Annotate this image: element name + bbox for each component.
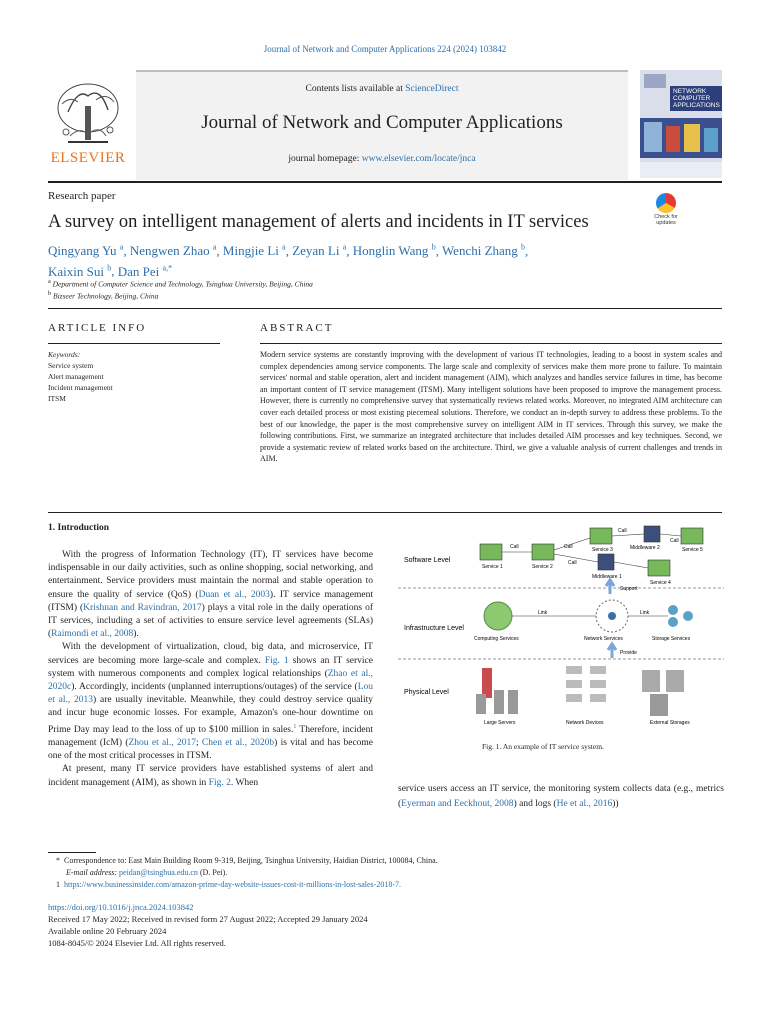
article-info-rule	[48, 343, 220, 344]
author-list: Qingyang Yu $^a$, Nengwen Zhao $^a$, Mingjie Li $^a$, Zeyan Li $^a$, Honglin Wang $^b$, Wenchi Zhang $^b$, Kaixin Sui $^b$, Dan Pei $^{a,*}$	[48, 243, 529, 279]
copyright: 1084-8045/© 2024 Elsevier Ltd. All rights reserved.	[48, 938, 226, 948]
author-name[interactable]: Nengwen Zhao $^a$	[129, 243, 217, 259]
provide-label: Provide	[620, 650, 637, 656]
citation-link[interactable]: He et al., 2016	[556, 799, 613, 809]
journal-homepage	[136, 154, 628, 164]
provide-arrow	[608, 644, 616, 658]
keywords-heading: Keywords:	[48, 350, 81, 359]
check-updates-label: Check for updates	[654, 214, 678, 226]
citation-link[interactable]: Duan et al., 2003	[198, 589, 270, 600]
infra-label: Computing Services	[474, 636, 519, 642]
citation-link[interactable]: Zhao et al., 2020c	[48, 668, 373, 693]
keyword: Incident management	[48, 383, 113, 392]
doi-link	[48, 902, 194, 914]
email-footnote: E-mail address: peidan@tsinghua.edu.cn (D. Pei).	[66, 868, 228, 877]
abstract-end-rule	[48, 512, 722, 513]
author-name[interactable]: Mingjie Li $^a$	[222, 243, 286, 259]
network-node	[608, 612, 616, 620]
affiliation-a: $^a$ Department of Computer Science and Technology, Tsinghua University, Beijing, China	[48, 278, 313, 289]
journal-title: Journal of Network and Computer Applications	[201, 112, 563, 133]
author-name[interactable]: Honglin Wang $^b$	[352, 243, 436, 259]
server-icon	[476, 694, 486, 714]
storage-node	[668, 617, 678, 627]
cover-title: NETWORK COMPUTER APPLICATIONS	[670, 86, 722, 111]
network-device-icon	[566, 666, 582, 674]
server-icon	[494, 690, 504, 714]
abstract-heading: ABSTRACT	[260, 322, 334, 334]
link-label: Link	[640, 610, 650, 616]
section-divider	[48, 308, 722, 309]
middleware-icon	[644, 526, 660, 542]
support-arrow	[606, 580, 614, 594]
network-device-icon	[566, 694, 582, 702]
affiliation-b: $^b$ Bizseer Technology, Beijing, China	[48, 290, 159, 301]
citation-link[interactable]: Chen et al., 2020b	[201, 738, 275, 748]
article-info-heading: ARTICLE INFO	[48, 322, 147, 334]
server-icon	[508, 690, 518, 714]
journal-header	[48, 70, 628, 180]
network-device-icon	[566, 680, 582, 688]
software-label: Service 4	[650, 580, 671, 586]
software-label: Service 5	[682, 547, 703, 553]
level-label: Software Level	[404, 557, 451, 564]
abstract-rule	[260, 343, 722, 344]
author-name[interactable]: Dan Pei $^{a,*}$	[117, 263, 173, 279]
contents-prefix: Contents lists available at	[305, 84, 403, 94]
sciencedirect-link[interactable]: ScienceDirect	[405, 84, 459, 94]
software-label: Service 2	[532, 564, 553, 570]
figure-link[interactable]: Fig. 1	[264, 655, 289, 666]
figure-1	[398, 524, 724, 734]
author-name[interactable]: Wenchi Zhang $^b$	[441, 243, 526, 259]
service-box	[681, 528, 703, 544]
correspondence-footnote: * Correspondence to: East Main Building Room 9-319, Beijing, Tsinghua University, Haidian District, 100084, China.	[56, 856, 438, 865]
header-divider	[48, 181, 722, 183]
service-box	[648, 560, 670, 576]
physical-label: Large Servers	[484, 720, 516, 726]
footnote-rule	[48, 852, 96, 853]
header-title-panel	[136, 70, 628, 180]
author-name[interactable]: Qingyang Yu $^a$	[48, 243, 124, 259]
citation-link[interactable]: Krishnan and Ravindran, 2017	[83, 602, 202, 613]
server-icon	[482, 668, 492, 698]
service-box	[480, 544, 502, 560]
homepage-link[interactable]: www.elsevier.com/locate/jnca	[361, 154, 476, 164]
publisher-wordmark: ELSEVIER	[50, 150, 126, 166]
abstract-text: Modern service systems are constantly improving with the development of various IT technologies, leading to a boost in system scales and complex dependencies among service components. The large scale and complexity of services make them more prone to failure. To maintain services' normal and stable operation, alert and incident management (AIM), which analyzes and handles service failures in time, has become an important content of IT service management (ITSM). Many intelligent solutions have been proposed to improve the management process. However, there is currently no comprehensive survey that systematically reviews related works. Moreover, no integrated AIM architecture can cover each detailed process or most existing piecemeal solutions. Therefore, we conduct an in-depth survey to address these problems. To the best of our knowledge, the paper is the most comprehensive survey on intelligent AIM in IT services. Through this survey, we make the following contributions. First, we summarize an integrated architecture that includes detailed AIM processes and key techniques. Second, we provide a systematic review of related works based on the architecture. Third, we give a valuable analysis of current challenges and trends in AIM.	[260, 350, 722, 464]
computing-services-icon	[484, 602, 512, 630]
contents-line	[136, 84, 628, 94]
citation-link[interactable]: Zhou et al., 2017	[128, 738, 196, 748]
keyword: ITSM	[48, 394, 66, 403]
service-box	[532, 544, 554, 560]
article-title: A survey on intelligent management of alerts and incidents in IT services	[48, 212, 589, 232]
homepage-prefix: journal homepage:	[288, 154, 360, 164]
software-label: Middleware 2	[630, 545, 660, 551]
journal-reference[interactable]: Journal of Network and Computer Applications 224 (2024) 103842	[263, 44, 507, 54]
level-label: Physical Level	[404, 689, 449, 696]
email-link[interactable]: peidan@tsinghua.edu.cn	[119, 868, 198, 877]
storage-icon	[642, 670, 660, 692]
figure-caption: Fig. 1. An example of IT service system.	[482, 742, 604, 751]
doi-url[interactable]: https://doi.org/10.1016/j.jnca.2024.103842	[48, 902, 194, 912]
middleware-icon	[598, 554, 614, 570]
keyword: Service system	[48, 361, 94, 370]
paragraph: At present, many IT service providers have established systems of alert and incident management (AIM), as shown in Fig. 2. When	[48, 764, 373, 788]
footnote-ref[interactable]: 1	[293, 723, 297, 730]
check-updates-icon	[656, 193, 676, 213]
storage-node	[668, 605, 678, 615]
network-device-icon	[590, 694, 606, 702]
call-label: Call	[618, 528, 627, 534]
support-label: Support	[620, 586, 638, 592]
storage-node	[683, 611, 693, 621]
journal-cover-image	[640, 70, 722, 178]
link-label: Link	[538, 610, 548, 616]
physical-label: Network Devices	[566, 720, 604, 726]
infra-label: Network Services	[584, 636, 623, 642]
software-label: Service 1	[482, 564, 503, 570]
level-label: Infrastructure Level	[404, 625, 464, 632]
section-heading-introduction: 1. Introduction	[48, 523, 110, 533]
received-dates: Received 17 May 2022; Received in revised form 27 August 2022; Accepted 29 January 2024	[48, 914, 368, 924]
keyword: Alert management	[48, 372, 104, 381]
storage-icon	[666, 670, 684, 692]
software-label: Service 3	[592, 547, 613, 553]
author-name[interactable]: Zeyan Li $^a$	[292, 243, 347, 259]
article-type: Research paper	[48, 190, 116, 202]
call-label: Call	[564, 544, 573, 550]
network-device-icon	[590, 680, 606, 688]
service-box	[590, 528, 612, 544]
check-for-updates-badge[interactable]	[648, 191, 684, 231]
call-label: Call	[568, 560, 577, 566]
physical-label: External Storages	[650, 720, 690, 726]
paragraph: With the development of virtualization, cloud, big data, and microservice, IT services are becoming more large-scale and complex. Fig. 1 shows an IT service system with numerous components and complex logical relationships (Zhao et al., 2020c). Accordingly, incidents (unplanned interruptions/outages) of the service (Lou et al., 2013) are usually inevitable. Meanwhile, they could destroy service quality and incur huge economic losses. For example, Amazon's one-hour downtime on Prime Day may lead to the loss of up to $100 million in sales.$^1$ Therefore, incident management (IcM) (Zhou et al., 2017; Chen et al., 2020b) is vital and has become one of the most critical processes in ITSM.	[48, 642, 374, 762]
citation-link[interactable]: Lou et al., 2013	[48, 682, 373, 706]
right-column-text: service users access an IT service, the monitoring system collects data (e.g., metrics (Eyerman and Eeckhout, 2008) and logs (He et al., 2016))	[398, 784, 724, 809]
software-label: Middleware 1	[592, 574, 622, 580]
network-device-icon	[590, 666, 606, 674]
call-label: Call	[510, 544, 519, 550]
footnote-url[interactable]: https://www.businessinsider.com/amazon-prime-day-website-issues-cost-it-millions-in-lost-sales-2018-7.	[64, 880, 401, 889]
available-online: Available online 20 February 2024	[48, 926, 167, 936]
citation-link[interactable]: Raimondi et al., 2008	[51, 629, 134, 640]
figure-link[interactable]: Fig. 2	[208, 777, 231, 788]
infra-label: Storage Services	[652, 636, 691, 642]
author-name[interactable]: Kaixin Sui $^b$	[48, 263, 112, 279]
footnote-1: 1 https://www.businessinsider.com/amazon-prime-day-website-issues-cost-it-millions-in-lost-sales-2018-7.	[56, 880, 401, 889]
keywords-block	[48, 349, 113, 404]
introduction-body	[48, 549, 373, 790]
storage-icon	[650, 694, 668, 716]
citation-link[interactable]: Eyerman and Eeckhout, 2008	[401, 799, 514, 809]
paragraph: With the progress of Information Technology (IT), IT services have become indispensable in our daily activities, such as online shopping, social networking, and entertainment. Service providers must maintain the normal and stable operation to ensure the quality of service (QoS) (Duan et al., 2003). IT service management (ITSM) (Krishnan and Ravindran, 2017) plays a vital role in the daily operations of IT services, including a set of activities to ensure service level agreements (SLAs) (Raimondi et al., 2008).	[48, 550, 373, 640]
call-label: Call	[670, 538, 679, 544]
